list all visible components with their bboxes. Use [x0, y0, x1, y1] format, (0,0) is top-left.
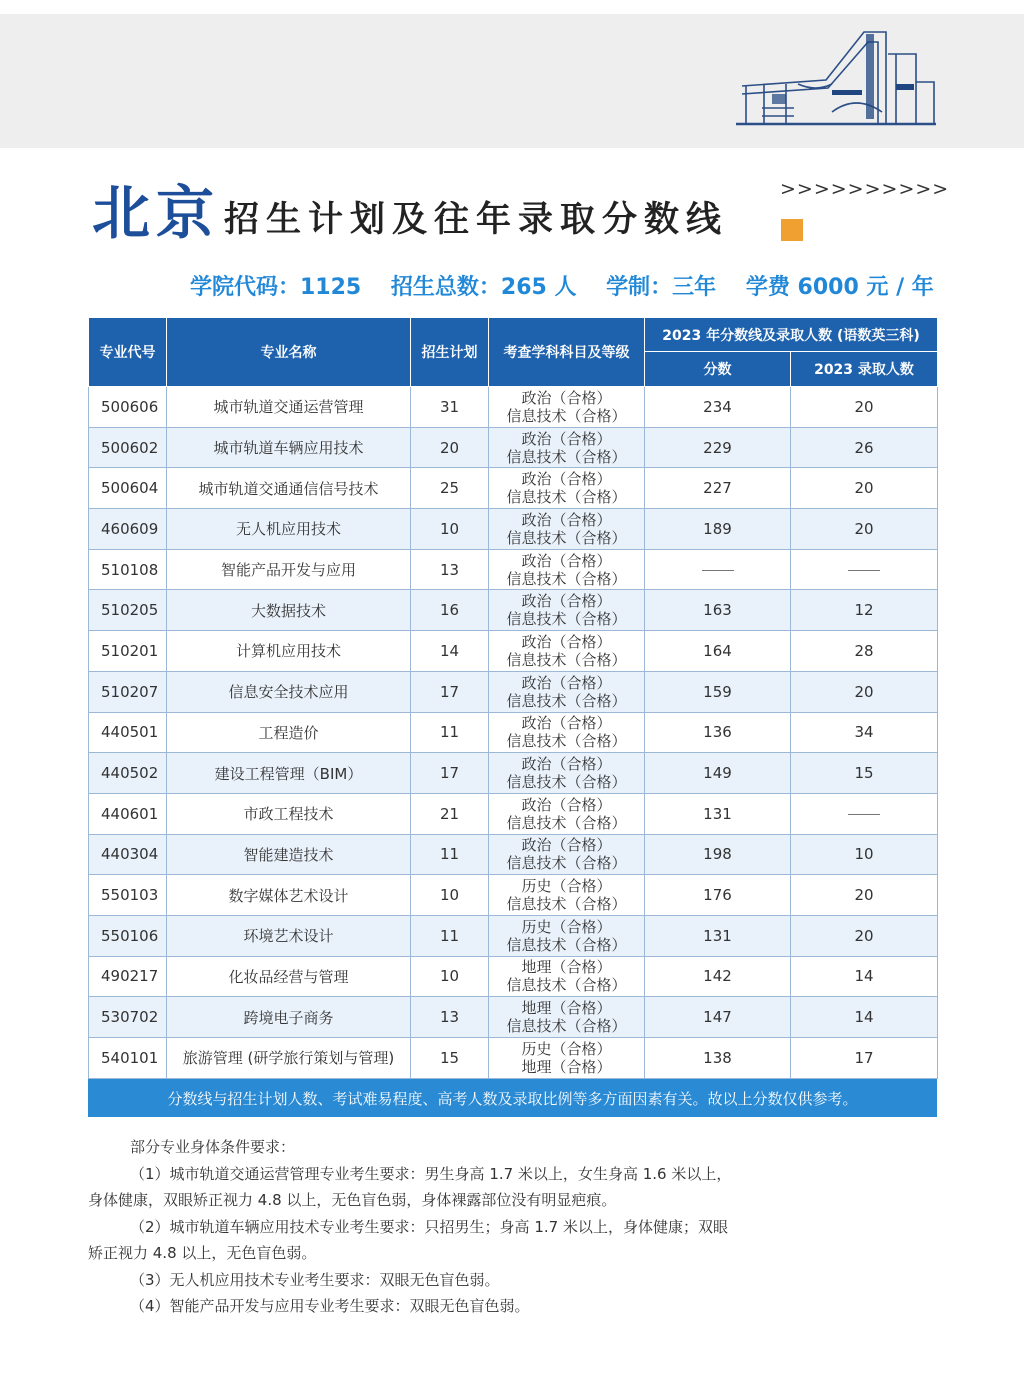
- subject-line: 政治（合格）: [521, 673, 612, 692]
- cell-score: 164: [645, 631, 791, 672]
- cell-enrollment-plan: 25: [411, 468, 489, 509]
- table-row: [89, 671, 938, 712]
- table-row: [89, 834, 938, 875]
- cell-major-name: 无人机应用技术: [167, 509, 411, 550]
- cell-major-code: 510205: [89, 590, 167, 631]
- cell-major-name: 数字媒体艺术设计: [167, 875, 411, 916]
- cell-enrollment-plan: 13: [411, 997, 489, 1038]
- table-row: [89, 1038, 938, 1079]
- header-band: [0, 0, 1024, 148]
- table-row: [89, 468, 938, 509]
- cell-admitted-count: 20: [791, 509, 938, 550]
- cell-major-name: 化妆品经营与管理: [167, 956, 411, 997]
- cell-score: 131: [645, 915, 791, 956]
- cell-admitted-count: 26: [791, 427, 938, 468]
- cell-admitted-count: 10: [791, 834, 938, 875]
- title-text: 招生计划及往年录取分数线: [224, 199, 729, 240]
- cell-major-name: 旅游管理 (研学旅行策划与管理): [167, 1038, 411, 1079]
- subject-line: 信息技术（合格）: [506, 488, 627, 507]
- cell-score: 159: [645, 671, 791, 712]
- header-admitted: 2023 录取人数: [791, 352, 938, 387]
- cell-enrollment-plan: 20: [411, 427, 489, 468]
- cell-subjects: [489, 1038, 645, 1079]
- header-subjects: 考查学科科目及等级: [489, 318, 645, 387]
- subject-line: 历史（合格）: [521, 877, 612, 896]
- cell-major-name: 信息安全技术应用: [167, 671, 411, 712]
- subject-line: 政治（合格）: [521, 388, 612, 407]
- cell-subjects: [489, 387, 645, 428]
- cell-score: 176: [645, 875, 791, 916]
- cell-enrollment-plan: 10: [411, 956, 489, 997]
- cell-enrollment-plan: 13: [411, 549, 489, 590]
- table-row: [89, 509, 938, 550]
- subject-line: 信息技术（合格）: [506, 854, 627, 873]
- cell-admitted-count: 17: [791, 1038, 938, 1079]
- cell-score: 138: [645, 1038, 791, 1079]
- subject-line: 政治（合格）: [521, 470, 612, 489]
- subject-line: 信息技术（合格）: [506, 610, 627, 629]
- admission-score-table: [88, 317, 938, 1079]
- cell-major-name: 城市轨道交通运营管理: [167, 387, 411, 428]
- cell-enrollment-plan: 10: [411, 875, 489, 916]
- table-row: [89, 915, 938, 956]
- cell-subjects: [489, 590, 645, 631]
- cell-subjects: [489, 915, 645, 956]
- table-row: [89, 427, 938, 468]
- title-city: 北京: [92, 179, 221, 247]
- cell-enrollment-plan: 15: [411, 1038, 489, 1079]
- cell-major-name: 工程造价: [167, 712, 411, 753]
- cell-admitted-count: 20: [791, 875, 938, 916]
- cell-major-code: 500606: [89, 387, 167, 428]
- subject-line: 地理（合格）: [521, 958, 612, 977]
- table-row: [89, 631, 938, 672]
- cell-enrollment-plan: 31: [411, 387, 489, 428]
- cell-admitted-count: 34: [791, 712, 938, 753]
- cell-major-code: 550106: [89, 915, 167, 956]
- cell-enrollment-plan: 21: [411, 793, 489, 834]
- cell-subjects: [489, 468, 645, 509]
- cell-score: 147: [645, 997, 791, 1038]
- campus-gate-illustration: [736, 24, 936, 132]
- subject-line: 信息技术（合格）: [506, 935, 627, 954]
- cell-subjects: [489, 549, 645, 590]
- subject-line: 信息技术（合格）: [506, 691, 627, 710]
- subject-line: 政治（合格）: [521, 836, 612, 855]
- subject-line: 政治（合格）: [521, 510, 612, 529]
- cell-major-name: 大数据技术: [167, 590, 411, 631]
- cell-admitted-count: 20: [791, 915, 938, 956]
- cell-enrollment-plan: 14: [411, 631, 489, 672]
- page-title: [92, 178, 728, 248]
- cell-admitted-count: 20: [791, 671, 938, 712]
- subject-line: 信息技术（合格）: [506, 650, 627, 669]
- cell-major-code: 510207: [89, 671, 167, 712]
- cell-major-code: 440502: [89, 753, 167, 794]
- header-name: 专业名称: [167, 318, 411, 387]
- cell-score: 131: [645, 793, 791, 834]
- cell-major-name: 智能建造技术: [167, 834, 411, 875]
- top-white-strip: [0, 0, 1024, 14]
- subject-line: 政治（合格）: [521, 795, 612, 814]
- cell-score: 136: [645, 712, 791, 753]
- cell-subjects: [489, 956, 645, 997]
- cell-major-name: 城市轨道车辆应用技术: [167, 427, 411, 468]
- header-plan: 招生计划: [411, 318, 489, 387]
- subject-line: 信息技术（合格）: [506, 447, 627, 466]
- cell-subjects: [489, 671, 645, 712]
- cell-score: 189: [645, 509, 791, 550]
- cell-major-code: 510201: [89, 631, 167, 672]
- subject-line: 信息技术（合格）: [506, 569, 627, 588]
- cell-score: 149: [645, 753, 791, 794]
- cell-major-code: 540101: [89, 1038, 167, 1079]
- cell-admitted-count: 15: [791, 753, 938, 794]
- cell-major-name: 智能产品开发与应用: [167, 549, 411, 590]
- cell-major-code: 440304: [89, 834, 167, 875]
- note-item: （3）无人机应用技术专业考生要求：双眼无色盲色弱。: [130, 1270, 500, 1289]
- decorative-arrows: >>>>>>>>>>: [780, 178, 950, 200]
- total-enrollment: 招生总数：265 人: [390, 275, 577, 300]
- note-item: （1）城市轨道交通运营管理专业考生要求：男生身高 1.7 米以上，女生身高 1.6 米以上，身体健康，双眼矫正视力 4.8 以上，无色盲色弱，身体裸露部位没有明显疤痕。: [88, 1164, 732, 1209]
- subject-line: 地理（合格）: [521, 1057, 612, 1076]
- cell-score: [645, 549, 791, 590]
- cell-major-name: 建设工程管理（BIM）: [167, 753, 411, 794]
- cell-subjects: [489, 427, 645, 468]
- header-2023-group: 2023 年分数线及录取人数 (语数英三科): [645, 318, 938, 352]
- no-data-dash: [848, 814, 880, 815]
- table-row: [89, 753, 938, 794]
- cell-admitted-count: 28: [791, 631, 938, 672]
- college-info: [190, 270, 934, 301]
- cell-admitted-count: [791, 793, 938, 834]
- study-duration: 学制：三年: [606, 275, 717, 300]
- cell-subjects: [489, 875, 645, 916]
- cell-enrollment-plan: 11: [411, 834, 489, 875]
- orange-square-icon: [781, 219, 803, 241]
- cell-admitted-count: 12: [791, 590, 938, 631]
- subject-line: 政治（合格）: [521, 714, 612, 733]
- cell-admitted-count: [791, 549, 938, 590]
- table-row: [89, 875, 938, 916]
- table-row: [89, 549, 938, 590]
- cell-enrollment-plan: 16: [411, 590, 489, 631]
- cell-score: 198: [645, 834, 791, 875]
- table-row: [89, 387, 938, 428]
- cell-major-name: 环境艺术设计: [167, 915, 411, 956]
- cell-score: 234: [645, 387, 791, 428]
- subject-line: 政治（合格）: [521, 592, 612, 611]
- cell-subjects: [489, 631, 645, 672]
- subject-line: 信息技术（合格）: [506, 976, 627, 995]
- cell-subjects: [489, 997, 645, 1038]
- cell-major-name: 市政工程技术: [167, 793, 411, 834]
- cell-admitted-count: 20: [791, 468, 938, 509]
- cell-major-code: 500604: [89, 468, 167, 509]
- table-row: [89, 712, 938, 753]
- cell-major-code: 500602: [89, 427, 167, 468]
- subject-line: 政治（合格）: [521, 755, 612, 774]
- no-data-dash: [702, 570, 734, 571]
- subject-line: 信息技术（合格）: [506, 406, 627, 425]
- note-item: （4）智能产品开发与应用专业考生要求：双眼无色盲色弱。: [130, 1297, 530, 1315]
- subject-line: 历史（合格）: [521, 1039, 612, 1058]
- header-code: 专业代号: [89, 318, 167, 387]
- physical-requirements: [88, 1134, 740, 1320]
- college-code: 学院代码：1125: [190, 275, 362, 300]
- cell-score: 227: [645, 468, 791, 509]
- subject-line: 历史（合格）: [521, 917, 612, 936]
- subject-line: 信息技术（合格）: [506, 732, 627, 751]
- table-row: [89, 997, 938, 1038]
- note-item: （2）城市轨道车辆应用技术专业考生要求：只招男生；身高 1.7 米以上，身体健康；双眼矫正视力 4.8 以上，无色盲色弱。: [88, 1217, 728, 1262]
- cell-subjects: [489, 753, 645, 794]
- cell-subjects: [489, 509, 645, 550]
- cell-score: 163: [645, 590, 791, 631]
- notes-heading: 部分专业身体条件要求：: [130, 1138, 296, 1156]
- cell-major-name: 城市轨道交通通信信号技术: [167, 468, 411, 509]
- subject-line: 政治（合格）: [521, 551, 612, 570]
- cell-enrollment-plan: 17: [411, 671, 489, 712]
- subject-line: 政治（合格）: [521, 429, 612, 448]
- subject-line: 地理（合格）: [521, 999, 612, 1018]
- cell-major-code: 490217: [89, 956, 167, 997]
- cell-major-code: 510108: [89, 549, 167, 590]
- cell-admitted-count: 14: [791, 997, 938, 1038]
- subject-line: 信息技术（合格）: [506, 773, 627, 792]
- table-row: [89, 590, 938, 631]
- table-row: [89, 956, 938, 997]
- cell-subjects: [489, 793, 645, 834]
- cell-score: 142: [645, 956, 791, 997]
- no-data-dash: [848, 570, 880, 571]
- cell-score: 229: [645, 427, 791, 468]
- cell-major-code: 550103: [89, 875, 167, 916]
- tuition-fee: 学费 6000 元 / 年: [745, 275, 934, 300]
- cell-major-name: 计算机应用技术: [167, 631, 411, 672]
- cell-admitted-count: 20: [791, 387, 938, 428]
- subject-line: 信息技术（合格）: [506, 813, 627, 832]
- subject-line: 信息技术（合格）: [506, 528, 627, 547]
- header-score: 分数: [645, 352, 791, 387]
- cell-major-code: 440501: [89, 712, 167, 753]
- cell-major-name: 跨境电子商务: [167, 997, 411, 1038]
- cell-subjects: [489, 834, 645, 875]
- cell-enrollment-plan: 10: [411, 509, 489, 550]
- table-row: [89, 793, 938, 834]
- subject-line: 信息技术（合格）: [506, 1017, 627, 1036]
- cell-enrollment-plan: 11: [411, 915, 489, 956]
- table-footnote: 分数线与招生计划人数、考试难易程度、高考人数及录取比例等多方面因素有关。故以上分数仅供参考。: [88, 1079, 937, 1117]
- subject-line: 信息技术（合格）: [506, 895, 627, 914]
- cell-enrollment-plan: 11: [411, 712, 489, 753]
- cell-enrollment-plan: 17: [411, 753, 489, 794]
- cell-major-code: 460609: [89, 509, 167, 550]
- subject-line: 政治（合格）: [521, 632, 612, 651]
- cell-subjects: [489, 712, 645, 753]
- cell-major-code: 440601: [89, 793, 167, 834]
- cell-admitted-count: 14: [791, 956, 938, 997]
- cell-major-code: 530702: [89, 997, 167, 1038]
